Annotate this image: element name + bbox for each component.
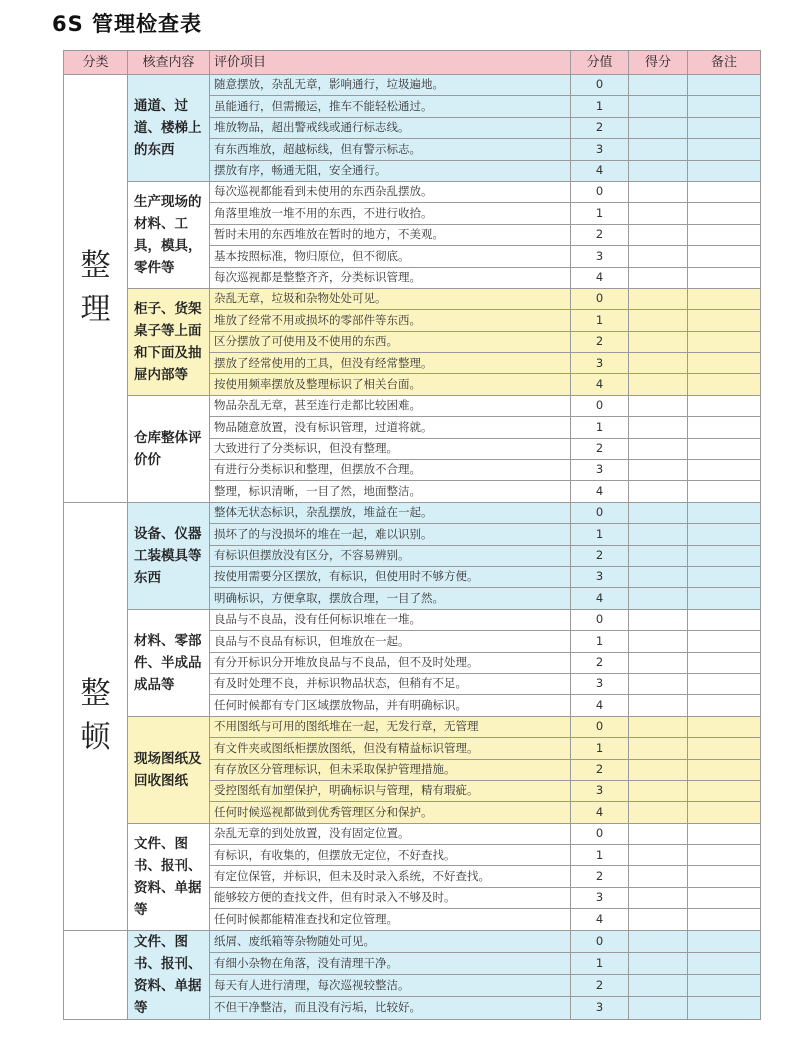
score-value-cell: 1	[571, 417, 629, 438]
remarks-cell[interactable]	[688, 374, 761, 395]
score-obtained-cell[interactable]	[629, 460, 688, 481]
score-value-cell: 3	[571, 460, 629, 481]
evaluation-item-cell: 角落里堆放一堆不用的东西，不进行收拾。	[210, 203, 571, 224]
score-value-cell: 1	[571, 96, 629, 117]
check-content-cell: 材料、零部件、半成品成品等	[128, 609, 210, 716]
score-obtained-cell[interactable]	[629, 181, 688, 202]
remarks-cell[interactable]	[688, 203, 761, 224]
score-value-cell: 1	[571, 524, 629, 545]
score-obtained-cell[interactable]	[629, 117, 688, 138]
header-check-content: 核查内容	[128, 51, 210, 75]
evaluation-item-cell: 有标识，有收集的，但摆放无定位，不好查找。	[210, 845, 571, 866]
evaluation-item-cell: 摆放了经常使用的工具，但没有经常整理。	[210, 353, 571, 374]
remarks-cell[interactable]	[688, 395, 761, 416]
score-value-cell: 2	[571, 866, 629, 887]
score-obtained-cell[interactable]	[629, 975, 688, 997]
score-obtained-cell[interactable]	[629, 267, 688, 288]
remarks-cell[interactable]	[688, 631, 761, 652]
score-obtained-cell[interactable]	[629, 952, 688, 974]
score-obtained-cell[interactable]	[629, 203, 688, 224]
category-char: 顿	[80, 720, 111, 756]
evaluation-item-cell: 堆放物品，超出警戒线或通行标志线。	[210, 117, 571, 138]
score-obtained-cell[interactable]	[629, 866, 688, 887]
remarks-cell[interactable]	[688, 267, 761, 288]
score-value-cell: 0	[571, 288, 629, 309]
table-row	[64, 75, 761, 96]
table-row	[64, 395, 761, 416]
score-value-cell: 3	[571, 353, 629, 374]
evaluation-item-cell: 杂乱无章的到处放置，没有固定位置。	[210, 823, 571, 844]
evaluation-item-cell: 明确标识，方便拿取，摆放合理，一目了然。	[210, 588, 571, 609]
evaluation-item-cell: 良品与不良品，没有任何标识堆在一堆。	[210, 609, 571, 630]
remarks-cell[interactable]	[688, 310, 761, 331]
score-obtained-cell[interactable]	[629, 673, 688, 694]
evaluation-item-cell: 能够较方便的查找文件，但有时录入不够及时。	[210, 887, 571, 908]
evaluation-item-cell: 每次巡视都是整整齐齐，分类标识管理。	[210, 267, 571, 288]
score-obtained-cell[interactable]	[629, 652, 688, 673]
score-obtained-cell[interactable]	[629, 374, 688, 395]
score-obtained-cell[interactable]	[629, 96, 688, 117]
table-row	[64, 716, 761, 737]
score-value-cell: 2	[571, 331, 629, 352]
evaluation-item-cell: 暂时未用的东西堆放在暂时的地方，不美观。	[210, 224, 571, 245]
evaluation-item-cell: 有存放区分管理标识，但未采取保护管理措施。	[210, 759, 571, 780]
evaluation-item-cell: 每天有人进行清理，每次巡视较整洁。	[210, 975, 571, 997]
score-value-cell: 2	[571, 224, 629, 245]
category-cell	[64, 930, 128, 1019]
category-cell	[64, 502, 128, 930]
score-value-cell: 4	[571, 909, 629, 930]
remarks-cell[interactable]	[688, 160, 761, 181]
check-content-cell: 文件、图书、报刊、资料、单据等	[128, 823, 210, 930]
evaluation-item-cell: 有细小杂物在角落，没有清理干净。	[210, 952, 571, 974]
score-obtained-cell[interactable]	[629, 845, 688, 866]
score-obtained-cell[interactable]	[629, 331, 688, 352]
remarks-cell[interactable]	[688, 417, 761, 438]
score-value-cell: 4	[571, 481, 629, 502]
remarks-cell[interactable]	[688, 545, 761, 566]
remarks-cell[interactable]	[688, 609, 761, 630]
score-obtained-cell[interactable]	[629, 139, 688, 160]
category-char: 整	[80, 676, 111, 712]
remarks-cell[interactable]	[688, 759, 761, 780]
score-value-cell: 2	[571, 975, 629, 997]
score-value-cell: 2	[571, 117, 629, 138]
score-obtained-cell[interactable]	[629, 738, 688, 759]
score-obtained-cell[interactable]	[629, 695, 688, 716]
category-char: 理	[80, 292, 111, 328]
remarks-cell[interactable]	[688, 224, 761, 245]
remarks-cell[interactable]	[688, 588, 761, 609]
score-value-cell: 3	[571, 139, 629, 160]
evaluation-item-cell: 不用图纸与可用的图纸堆在一起，无发行章，无管理	[210, 716, 571, 737]
remarks-cell[interactable]	[688, 866, 761, 887]
score-value-cell: 0	[571, 502, 629, 523]
score-value-cell: 0	[571, 609, 629, 630]
evaluation-item-cell: 虽能通行，但需搬运，推车不能轻松通过。	[210, 96, 571, 117]
checklist-table	[63, 50, 761, 1020]
header-category: 分类	[64, 51, 128, 75]
evaluation-item-cell: 有文件夹或图纸柜摆放图纸，但没有精益标识管理。	[210, 738, 571, 759]
evaluation-item-cell: 有分开标识分开堆放良品与不良品，但不及时处理。	[210, 652, 571, 673]
remarks-cell[interactable]	[688, 652, 761, 673]
score-obtained-cell[interactable]	[629, 545, 688, 566]
remarks-cell[interactable]	[688, 909, 761, 930]
score-value-cell: 1	[571, 631, 629, 652]
evaluation-item-cell: 任何时候都能精准查找和定位管理。	[210, 909, 571, 930]
table-row	[64, 823, 761, 844]
header-evaluation-item: 评价项目	[210, 51, 571, 75]
page-title: 6S 管理检查表	[52, 12, 203, 36]
score-obtained-cell[interactable]	[629, 716, 688, 737]
check-content-cell: 柜子、货架桌子等上面和下面及抽屉内部等	[128, 288, 210, 395]
remarks-cell[interactable]	[688, 845, 761, 866]
score-value-cell: 1	[571, 952, 629, 974]
check-content-cell: 通道、过道、楼梯上的东西	[128, 75, 210, 182]
score-obtained-cell[interactable]	[629, 909, 688, 930]
evaluation-item-cell: 损坏了的与没损坏的堆在一起，难以识别。	[210, 524, 571, 545]
remarks-cell[interactable]	[688, 502, 761, 523]
remarks-cell[interactable]	[688, 802, 761, 823]
remarks-cell[interactable]	[688, 823, 761, 844]
remarks-cell[interactable]	[688, 887, 761, 908]
evaluation-item-cell: 物品随意放置，没有标识管理，过道将就。	[210, 417, 571, 438]
score-value-cell: 3	[571, 780, 629, 801]
evaluation-item-cell: 基本按照标准，物归原位，但不彻底。	[210, 246, 571, 267]
remarks-cell[interactable]	[688, 117, 761, 138]
score-value-cell: 2	[571, 545, 629, 566]
table-row	[64, 181, 761, 202]
score-value-cell: 1	[571, 845, 629, 866]
evaluation-item-cell: 区分摆放了可使用及不使用的东西。	[210, 331, 571, 352]
table-row	[64, 609, 761, 630]
remarks-cell[interactable]	[688, 952, 761, 974]
remarks-cell[interactable]	[688, 75, 761, 96]
remarks-cell[interactable]	[688, 524, 761, 545]
score-value-cell: 4	[571, 802, 629, 823]
remarks-cell[interactable]	[688, 673, 761, 694]
check-content-cell: 设备、仪器工装模具等东西	[128, 502, 210, 609]
score-obtained-cell[interactable]	[629, 588, 688, 609]
score-obtained-cell[interactable]	[629, 997, 688, 1019]
score-value-cell: 0	[571, 930, 629, 952]
score-obtained-cell[interactable]	[629, 566, 688, 587]
evaluation-item-cell: 物品杂乱无章，甚至连行走都比较困难。	[210, 395, 571, 416]
score-obtained-cell[interactable]	[629, 780, 688, 801]
category-cell	[64, 75, 128, 503]
score-value-cell: 4	[571, 374, 629, 395]
evaluation-item-cell: 有东西堆放，超越标线，但有警示标志。	[210, 139, 571, 160]
header-score-value: 分值	[571, 51, 629, 75]
score-obtained-cell[interactable]	[629, 246, 688, 267]
score-value-cell: 0	[571, 75, 629, 96]
score-obtained-cell[interactable]	[629, 887, 688, 908]
evaluation-item-cell: 不但干净整洁，而且没有污垢，比较好。	[210, 997, 571, 1019]
score-obtained-cell[interactable]	[629, 823, 688, 844]
score-obtained-cell[interactable]	[629, 160, 688, 181]
score-obtained-cell[interactable]	[629, 524, 688, 545]
remarks-cell[interactable]	[688, 997, 761, 1019]
score-value-cell: 2	[571, 759, 629, 780]
remarks-cell[interactable]	[688, 331, 761, 352]
remarks-cell[interactable]	[688, 181, 761, 202]
score-obtained-cell[interactable]	[629, 417, 688, 438]
score-value-cell: 1	[571, 310, 629, 331]
score-value-cell: 0	[571, 823, 629, 844]
evaluation-item-cell: 整体无状态标识，杂乱摆放，堆益在一起。	[210, 502, 571, 523]
remarks-cell[interactable]	[688, 438, 761, 459]
score-value-cell: 2	[571, 652, 629, 673]
score-value-cell: 1	[571, 738, 629, 759]
evaluation-item-cell: 有标识但摆放没有区分，不容易辨别。	[210, 545, 571, 566]
score-obtained-cell[interactable]	[629, 288, 688, 309]
score-value-cell: 4	[571, 160, 629, 181]
evaluation-item-cell: 良品与不良品有标识，但堆放在一起。	[210, 631, 571, 652]
remarks-cell[interactable]	[688, 780, 761, 801]
evaluation-item-cell: 任何时候都有专门区域摆放物品，并有明确标识。	[210, 695, 571, 716]
evaluation-item-cell: 有进行分类标识和整理，但摆放不合理。	[210, 460, 571, 481]
score-value-cell: 2	[571, 438, 629, 459]
score-value-cell: 0	[571, 716, 629, 737]
score-value-cell: 3	[571, 673, 629, 694]
header-score-obtained: 得分	[629, 51, 688, 75]
evaluation-item-cell: 每次巡视都能看到未使用的东西杂乱摆放。	[210, 181, 571, 202]
evaluation-item-cell: 有及时处理不良，并标识物品状态，但稍有不足。	[210, 673, 571, 694]
score-value-cell: 0	[571, 181, 629, 202]
check-content-cell: 仓库整体评价价	[128, 395, 210, 502]
evaluation-item-cell: 按使用频率摆放及整理标识了相关台面。	[210, 374, 571, 395]
evaluation-item-cell: 任何时候巡视都做到优秀管理区分和保护。	[210, 802, 571, 823]
evaluation-item-cell: 随意摆放，杂乱无章，影响通行，垃圾遍地。	[210, 75, 571, 96]
remarks-cell[interactable]	[688, 566, 761, 587]
table-row	[64, 288, 761, 309]
score-value-cell: 3	[571, 997, 629, 1019]
remarks-cell[interactable]	[688, 975, 761, 997]
score-value-cell: 0	[571, 395, 629, 416]
score-obtained-cell[interactable]	[629, 502, 688, 523]
check-content-cell: 文件、图书、报刊、资料、单据等	[128, 930, 210, 1019]
evaluation-item-cell: 杂乱无章，垃圾和杂物处处可见。	[210, 288, 571, 309]
score-obtained-cell[interactable]	[629, 75, 688, 96]
table-body	[64, 75, 761, 1020]
score-value-cell: 1	[571, 203, 629, 224]
remarks-cell[interactable]	[688, 96, 761, 117]
evaluation-item-cell: 按使用需要分区摆放，有标识，但使用时不够方便。	[210, 566, 571, 587]
score-value-cell: 3	[571, 246, 629, 267]
score-obtained-cell[interactable]	[629, 438, 688, 459]
remarks-cell[interactable]	[688, 738, 761, 759]
remarks-cell[interactable]	[688, 246, 761, 267]
check-content-cell: 生产现场的材料、工具，模具，零件等	[128, 181, 210, 288]
evaluation-item-cell: 纸屑、废纸箱等杂物随处可见。	[210, 930, 571, 952]
table-row	[64, 502, 761, 523]
remarks-cell[interactable]	[688, 353, 761, 374]
evaluation-item-cell: 整理，标识清晰，一目了然，地面整洁。	[210, 481, 571, 502]
score-obtained-cell[interactable]	[629, 353, 688, 374]
remarks-cell[interactable]	[688, 930, 761, 952]
check-content-cell: 现场图纸及回收图纸	[128, 716, 210, 823]
remarks-cell[interactable]	[688, 481, 761, 502]
header-remarks: 备注	[688, 51, 761, 75]
remarks-cell[interactable]	[688, 460, 761, 481]
score-obtained-cell[interactable]	[629, 930, 688, 952]
score-obtained-cell[interactable]	[629, 802, 688, 823]
evaluation-item-cell: 受控图纸有加塑保护，明确标识与管理，精有瑕疵。	[210, 780, 571, 801]
score-value-cell: 4	[571, 588, 629, 609]
score-obtained-cell[interactable]	[629, 481, 688, 502]
remarks-cell[interactable]	[688, 695, 761, 716]
remarks-cell[interactable]	[688, 288, 761, 309]
header-row	[64, 51, 761, 75]
score-value-cell: 4	[571, 695, 629, 716]
evaluation-item-cell: 大致进行了分类标识，但没有整理。	[210, 438, 571, 459]
remarks-cell[interactable]	[688, 716, 761, 737]
evaluation-item-cell: 堆放了经常不用或损坏的零部件等东西。	[210, 310, 571, 331]
score-obtained-cell[interactable]	[629, 609, 688, 630]
table-row	[64, 930, 761, 952]
score-value-cell: 3	[571, 887, 629, 908]
score-obtained-cell[interactable]	[629, 759, 688, 780]
score-value-cell: 3	[571, 566, 629, 587]
category-char: 整	[80, 248, 111, 284]
score-value-cell: 4	[571, 267, 629, 288]
score-obtained-cell[interactable]	[629, 631, 688, 652]
evaluation-item-cell: 有定位保管，并标识，但未及时录入系统，不好查找。	[210, 866, 571, 887]
evaluation-item-cell: 摆放有序，畅通无阻，安全通行。	[210, 160, 571, 181]
remarks-cell[interactable]	[688, 139, 761, 160]
score-obtained-cell[interactable]	[629, 310, 688, 331]
score-obtained-cell[interactable]	[629, 395, 688, 416]
score-obtained-cell[interactable]	[629, 224, 688, 245]
